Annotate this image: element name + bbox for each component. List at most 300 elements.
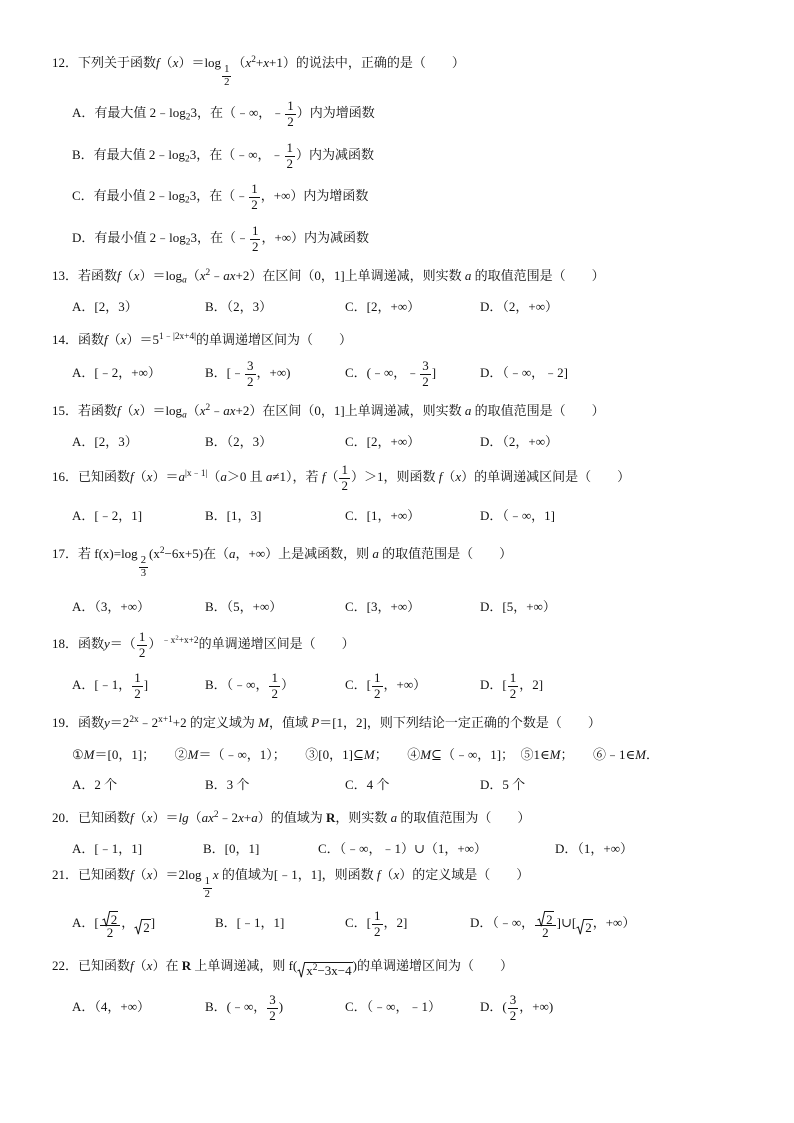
text-run: （ xyxy=(442,469,456,484)
option-b xyxy=(205,357,291,389)
text-run: D．（1，+∞） xyxy=(555,841,633,856)
superscript xyxy=(129,715,138,725)
italic-symbol: f xyxy=(438,469,443,484)
text-run: ，+∞）上是减函数，则 xyxy=(235,546,373,561)
radical-sign xyxy=(134,919,142,935)
text-run: 19．函数 xyxy=(52,715,105,730)
text-run: 2 xyxy=(134,685,141,701)
fraction-numerator xyxy=(245,359,256,375)
fraction-denominator xyxy=(372,687,383,702)
fraction-numerator xyxy=(222,64,231,77)
text-run: ，+∞) xyxy=(519,999,554,1014)
text-run: 2 xyxy=(106,924,114,940)
text-run: ． xyxy=(645,747,659,762)
text-run: ＝[1，2]，则下列结论一定正确的个数是（ ） xyxy=(319,715,601,730)
italic-symbol: a xyxy=(251,810,258,825)
text-run: （ xyxy=(133,469,147,484)
text-run: ，2] xyxy=(383,915,408,930)
italic-symbol: y xyxy=(104,636,110,651)
text-run: D．( xyxy=(480,999,507,1014)
text-run: −6x+5)在（ xyxy=(164,546,230,561)
fraction-numerator xyxy=(137,630,148,646)
italic-symbol: x xyxy=(146,810,153,825)
text-run: ）的定义域是（ ） xyxy=(399,867,530,882)
fraction xyxy=(222,64,231,89)
option-a xyxy=(72,508,142,524)
text-run: 2 xyxy=(341,477,348,493)
text-run: ﹣2 xyxy=(138,715,159,730)
radicand xyxy=(584,919,593,935)
text-run: ）内为增函数 xyxy=(296,105,375,120)
text-run: 1 xyxy=(224,64,230,76)
statement-list xyxy=(72,747,659,763)
italic-symbol: a xyxy=(265,469,273,484)
text-run: 2 xyxy=(251,238,259,254)
square-root xyxy=(576,919,593,935)
text-run: （ xyxy=(133,810,147,825)
text-run: 21．已知函数 xyxy=(52,867,131,882)
option-c xyxy=(345,999,441,1015)
question-stem xyxy=(52,715,601,731)
text-run: 2 xyxy=(509,1007,517,1023)
option-d xyxy=(555,841,633,857)
option-a xyxy=(72,299,138,315)
text-run: C．[3，+∞） xyxy=(345,599,421,614)
text-run: A．[2，3） xyxy=(72,434,138,449)
text-run: ，+∞）内为减函数 xyxy=(261,230,370,245)
fraction-numerator xyxy=(420,359,431,375)
text-run: B．3 个 xyxy=(205,777,250,792)
text-run: B．(﹣∞， xyxy=(205,999,267,1014)
text-run: C．4 个 xyxy=(345,777,390,792)
radicand xyxy=(142,919,151,935)
text-run: 1 xyxy=(374,669,381,685)
option-d xyxy=(480,669,544,701)
fraction-numerator xyxy=(372,909,383,925)
text-run: 3，在（﹣∞，﹣ xyxy=(189,147,284,162)
text-run: 1 xyxy=(374,907,381,923)
fraction-numerator xyxy=(285,141,296,157)
text-run: A．[﹣1， xyxy=(72,677,132,692)
text-run: 2 xyxy=(312,962,318,973)
italic-symbol: M xyxy=(420,747,432,762)
text-run: +x+2 xyxy=(178,635,199,646)
option-d xyxy=(480,508,555,524)
text-run: （ xyxy=(207,469,221,484)
text-run: B．[1，3] xyxy=(205,508,262,523)
text-run: 3 xyxy=(140,568,147,580)
italic-symbol: a xyxy=(220,469,227,484)
text-run: C．[2，+∞） xyxy=(345,434,421,449)
option-c xyxy=(345,907,408,939)
square-root xyxy=(134,919,151,935)
option-b xyxy=(205,777,249,793)
fraction xyxy=(203,876,212,901)
text-run: A．（3，+∞） xyxy=(72,599,150,614)
italic-symbol: f xyxy=(117,268,121,283)
italic-symbol: x xyxy=(199,403,206,418)
fraction-numerator xyxy=(139,555,148,568)
fraction xyxy=(535,908,556,941)
italic-symbol: f xyxy=(156,55,160,70)
text-run: ，+∞）内为增函数 xyxy=(260,188,369,203)
text-run: C．（﹣∞，﹣1）∪（1，+∞） xyxy=(318,841,487,856)
text-run: 2 xyxy=(205,267,211,278)
text-run: （ xyxy=(120,268,134,283)
italic-symbol: x xyxy=(263,55,269,70)
italic-symbol: f xyxy=(130,810,134,825)
text-run: ，+∞) xyxy=(256,365,291,380)
fraction xyxy=(372,909,383,939)
text-run: |x﹣1| xyxy=(184,468,208,479)
option-c xyxy=(345,299,420,315)
italic-symbol: x xyxy=(120,332,127,347)
text-run: （ xyxy=(159,55,173,70)
text-run: + xyxy=(255,55,264,70)
subscript xyxy=(221,64,232,89)
italic-symbol: x xyxy=(146,958,153,973)
square-root xyxy=(297,962,352,978)
text-run: 3 xyxy=(422,357,429,373)
text-run: B．（5，+∞） xyxy=(205,599,283,614)
text-run: A．[﹣2，+∞） xyxy=(72,365,161,380)
text-run: 2 xyxy=(185,112,191,123)
fraction xyxy=(267,993,278,1023)
text-run: 2 xyxy=(140,555,147,567)
superscript xyxy=(185,469,207,479)
option-d xyxy=(470,911,636,940)
superscript xyxy=(158,715,173,725)
italic-symbol: x xyxy=(393,867,400,882)
text-run: （ xyxy=(325,469,339,484)
option-a xyxy=(72,434,138,450)
text-run: ）的值域为 xyxy=(257,810,326,825)
text-run: D．（﹣∞，﹣2] xyxy=(480,365,568,380)
option-d xyxy=(480,777,525,793)
fraction-denominator xyxy=(132,687,143,702)
text-run: C．（﹣∞，﹣1） xyxy=(345,999,441,1014)
text-run: 1 xyxy=(287,97,294,113)
italic-symbol: x xyxy=(133,268,140,283)
text-run: ； ④ xyxy=(374,747,421,762)
italic-symbol: x xyxy=(199,268,206,283)
text-run: ） xyxy=(280,677,294,692)
text-run: D．（2，+∞） xyxy=(480,299,558,314)
option-a xyxy=(72,599,150,615)
text-run: 3，在（﹣ xyxy=(190,230,249,245)
text-run: ）内为减函数 xyxy=(296,147,375,162)
text-run: ， xyxy=(121,915,135,930)
fraction xyxy=(132,671,143,701)
text-run: C．[2，+∞） xyxy=(345,299,421,314)
fraction xyxy=(249,182,260,212)
fraction xyxy=(269,671,280,701)
italic-symbol: M xyxy=(363,747,375,762)
text-run: 2 xyxy=(251,196,258,212)
fraction-denominator xyxy=(139,568,148,580)
text-run: D．5 个 xyxy=(480,777,526,792)
text-run: （ xyxy=(107,332,121,347)
text-run: ＝[0，1]； ② xyxy=(94,747,188,762)
text-run: 17．若 f(x)=log xyxy=(52,546,138,561)
radical-sign xyxy=(576,919,584,935)
italic-symbol: f xyxy=(117,403,121,418)
text-run: ﹣ xyxy=(210,403,224,418)
italic-symbol: M xyxy=(549,747,561,762)
fraction-denominator xyxy=(100,926,121,941)
text-run: ① xyxy=(72,747,84,762)
text-run: ）＝ xyxy=(152,469,179,484)
text-run: C．[1，+∞） xyxy=(345,508,421,523)
text-run: +2 的定义域为 xyxy=(172,715,259,730)
text-run: C．[ xyxy=(345,915,372,930)
italic-symbol: x xyxy=(212,867,219,882)
italic-symbol: a xyxy=(229,546,236,561)
text-run: A．有最大值 2﹣log xyxy=(72,105,186,120)
fraction-numerator xyxy=(508,671,519,687)
text-run: ）＞1，则函数 xyxy=(350,469,439,484)
text-run: 2 xyxy=(110,911,118,927)
fraction-denominator xyxy=(249,198,260,213)
italic-symbol: x xyxy=(238,810,244,825)
text-run: + xyxy=(243,810,252,825)
fraction-denominator xyxy=(372,925,383,940)
text-run: （ xyxy=(232,55,246,70)
text-run: ﹣ xyxy=(210,268,224,283)
fraction-denominator xyxy=(420,375,431,390)
text-run: 2 xyxy=(185,154,190,165)
text-run: 2 xyxy=(271,685,278,701)
question-stem xyxy=(52,332,352,348)
italic-symbol: lg xyxy=(178,810,189,825)
option-d xyxy=(480,365,568,381)
italic-symbol: ax xyxy=(223,403,236,418)
italic-symbol: x xyxy=(133,403,140,418)
fraction xyxy=(285,141,296,171)
italic-symbol: f xyxy=(130,469,134,484)
text-run: A．2 个 xyxy=(72,777,118,792)
text-run: ]∪[ xyxy=(556,915,577,930)
text-run: ，+∞） xyxy=(592,915,636,930)
text-run: 2 xyxy=(269,1007,276,1023)
text-run: +2）在区间（0，1]上单调递减，则实数 xyxy=(235,268,465,283)
text-run: 上单调递减，则 f( xyxy=(191,958,298,973)
bold-symbol: R xyxy=(181,958,192,973)
text-run: （ xyxy=(133,867,147,882)
fraction-numerator xyxy=(269,671,280,687)
text-run: ≠1），若 xyxy=(272,469,322,484)
fraction xyxy=(508,993,519,1023)
text-run: （ xyxy=(380,867,394,882)
fraction xyxy=(339,463,350,493)
italic-symbol: f xyxy=(130,867,134,882)
fraction-denominator xyxy=(203,889,212,901)
fraction-denominator xyxy=(339,479,350,494)
italic-symbol: f xyxy=(130,958,134,973)
italic-symbol: a xyxy=(182,410,187,421)
option-a xyxy=(72,97,375,129)
text-run: ）的单调递减区间是（ ） xyxy=(461,469,631,484)
text-run: 18．函数 xyxy=(52,636,105,651)
fraction-denominator xyxy=(222,77,231,89)
text-run: 3 xyxy=(509,991,517,1007)
text-run: ) xyxy=(278,999,284,1014)
option-c xyxy=(345,669,427,701)
italic-symbol: M xyxy=(83,747,95,762)
text-run: 2 xyxy=(422,373,429,389)
text-run: ）＝log xyxy=(139,403,183,418)
text-run: 2x xyxy=(129,714,139,725)
fraction-numerator xyxy=(132,671,143,687)
fraction-numerator xyxy=(508,993,519,1009)
text-run: 2 xyxy=(159,545,165,556)
italic-symbol: M xyxy=(635,747,646,762)
option-b xyxy=(205,299,272,315)
text-run: x+1 xyxy=(158,714,173,725)
text-run: 2 xyxy=(185,195,190,206)
text-run: ，则实数 xyxy=(335,810,391,825)
text-run: 1﹣|2x+4| xyxy=(158,331,196,342)
text-run: +2）在区间（0，1]上单调递减，则实数 xyxy=(235,403,465,418)
italic-symbol: M xyxy=(258,715,269,730)
fraction-numerator xyxy=(100,908,121,926)
italic-symbol: a xyxy=(464,268,472,283)
question-stem xyxy=(52,810,530,826)
text-run: 2 xyxy=(251,54,256,65)
text-run: 的值域为[﹣1，1]，则函数 xyxy=(218,867,377,882)
italic-symbol: ax xyxy=(201,810,214,825)
option-d xyxy=(480,434,558,450)
text-run: B．[﹣ xyxy=(205,365,245,380)
fraction-denominator xyxy=(250,240,261,255)
option-b xyxy=(205,991,284,1023)
text-run: C．有最小值 2﹣log xyxy=(72,188,186,203)
text-run: ，+∞） xyxy=(383,677,427,692)
fraction xyxy=(250,224,261,254)
option-a xyxy=(72,999,150,1015)
text-run: B．（2，3） xyxy=(205,299,273,314)
text-run: ＞0 且 xyxy=(226,469,266,484)
text-run: 2 xyxy=(546,911,553,927)
text-run: 1 xyxy=(509,669,517,685)
fraction-numerator xyxy=(250,224,261,240)
text-run: x xyxy=(306,963,313,978)
option-a xyxy=(72,841,142,857)
option-b xyxy=(215,915,284,931)
text-run: ＝2 xyxy=(109,715,130,730)
fraction xyxy=(137,630,148,660)
radicand xyxy=(305,962,352,978)
text-run: D．（2，+∞） xyxy=(480,434,558,449)
text-run: ﹣x xyxy=(161,635,176,646)
option-a xyxy=(72,777,117,793)
text-run: 1 xyxy=(341,461,348,477)
option-c xyxy=(345,508,420,524)
text-run: ﹣2 xyxy=(218,810,239,825)
question-stem xyxy=(52,958,513,976)
text-run: −3x−4 xyxy=(317,963,352,978)
text-run: D．[5，+∞） xyxy=(480,599,556,614)
option-b xyxy=(205,508,261,524)
option-c xyxy=(72,180,369,212)
text-run: C．(﹣∞，﹣ xyxy=(345,365,420,380)
text-run: 14．函数 xyxy=(52,332,105,347)
question-stem xyxy=(52,545,513,580)
italic-symbol: a xyxy=(178,469,185,484)
text-run: 2 xyxy=(185,237,191,248)
text-run: 1 xyxy=(251,180,258,196)
italic-symbol: x xyxy=(146,867,153,882)
text-run: ，2] xyxy=(519,677,544,692)
text-run: ）在 xyxy=(152,958,182,973)
option-b xyxy=(203,841,259,857)
fraction xyxy=(508,671,519,701)
text-run: ）＝2log xyxy=(152,867,202,882)
fraction xyxy=(139,555,148,580)
option-b xyxy=(205,434,272,450)
text-run: ）＝5 xyxy=(126,332,159,347)
text-run: （ xyxy=(120,403,134,418)
text-run: ，值域 xyxy=(268,715,312,730)
italic-symbol: f xyxy=(376,867,381,882)
text-run: 的取值范围是（ ） xyxy=(378,546,513,561)
text-run: C．[ xyxy=(345,677,372,692)
text-run: 2 xyxy=(247,373,254,389)
question-stem xyxy=(52,54,465,89)
italic-symbol: M xyxy=(187,747,199,762)
text-run: （ xyxy=(186,403,200,418)
fraction-denominator xyxy=(285,157,296,172)
fraction-denominator xyxy=(245,375,256,390)
fraction-denominator xyxy=(267,1009,278,1024)
fraction-numerator xyxy=(339,463,350,479)
text-run: D．（﹣∞， xyxy=(470,915,535,930)
text-run: 2 xyxy=(286,155,293,171)
fraction xyxy=(100,908,121,941)
text-run: D．[ xyxy=(480,677,507,692)
italic-symbol: a xyxy=(372,546,379,561)
option-b xyxy=(205,599,282,615)
text-run: 的单调递增区间是（ ） xyxy=(198,636,355,651)
text-run: 1 xyxy=(271,669,278,685)
text-run: 3 xyxy=(269,991,276,1007)
fraction-denominator xyxy=(508,1009,519,1024)
text-run: B．（2，3） xyxy=(205,434,273,449)
text-run: D．（﹣∞，1] xyxy=(480,508,555,523)
text-run: ）＝ xyxy=(152,810,179,825)
text-run: 2 xyxy=(138,644,146,660)
superscript xyxy=(159,332,196,342)
text-run: A．[﹣1，1] xyxy=(72,841,143,856)
italic-symbol: P xyxy=(311,715,320,730)
text-run: 2 xyxy=(542,924,549,940)
text-run: 2 xyxy=(143,920,150,935)
text-run: +1）的说法中，正确的是（ ） xyxy=(268,55,465,70)
fraction-denominator xyxy=(137,646,148,661)
text-run: 2 xyxy=(175,634,179,642)
text-run: 15．若函数 xyxy=(52,403,118,418)
italic-symbol: x xyxy=(455,469,462,484)
text-run: 1 xyxy=(286,139,293,155)
text-run: ） xyxy=(148,636,162,651)
option-a xyxy=(72,365,161,381)
text-run: 2 xyxy=(509,685,517,701)
subscript xyxy=(202,876,213,901)
option-c xyxy=(345,434,420,450)
text-run: 2 xyxy=(585,920,592,935)
fraction xyxy=(245,359,256,389)
option-c xyxy=(345,357,437,389)
